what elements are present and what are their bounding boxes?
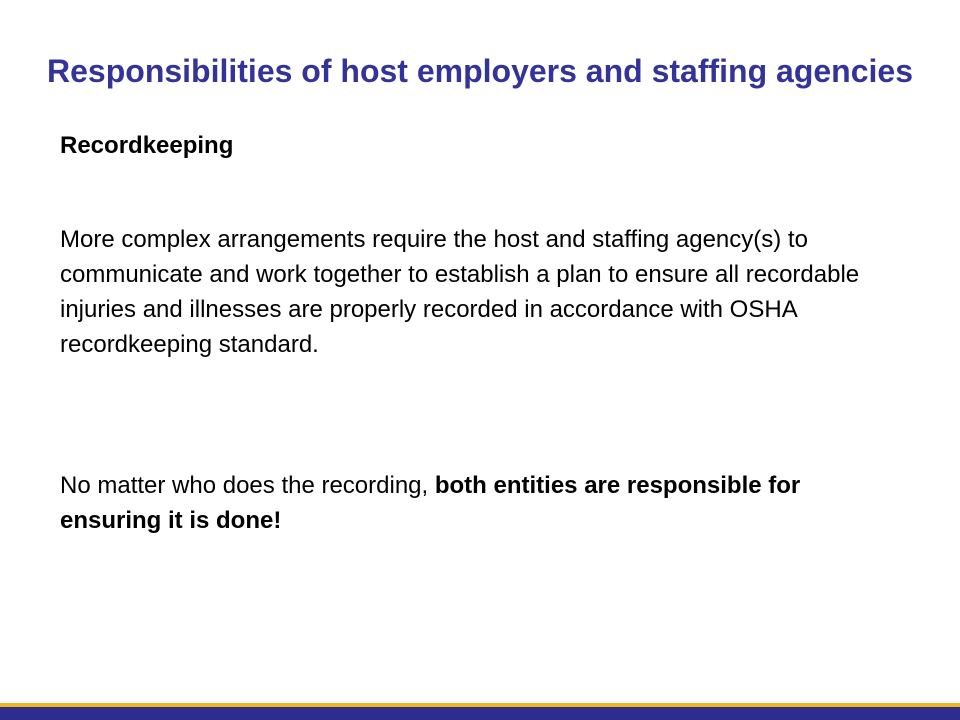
paragraph-2-emphasis: both entities are responsible for ensuring it is done! [60,472,801,534]
section-heading: Recordkeeping [60,132,234,159]
body-paragraph-2 [60,468,890,538]
paragraph-2-lead: No matter who does the recording, [60,472,435,499]
body-paragraph-1: More complex arrangements require the host and staffing agency(s) to communicate and work together to establish a plan to ensure all recordable injuries and illnesses are properly recorded in accordance with OSHA recordkeeping standard. [60,226,860,358]
slide-title: Responsibilities of host employers and staffing agencies [47,53,913,89]
footer-navy-bar [0,707,960,720]
